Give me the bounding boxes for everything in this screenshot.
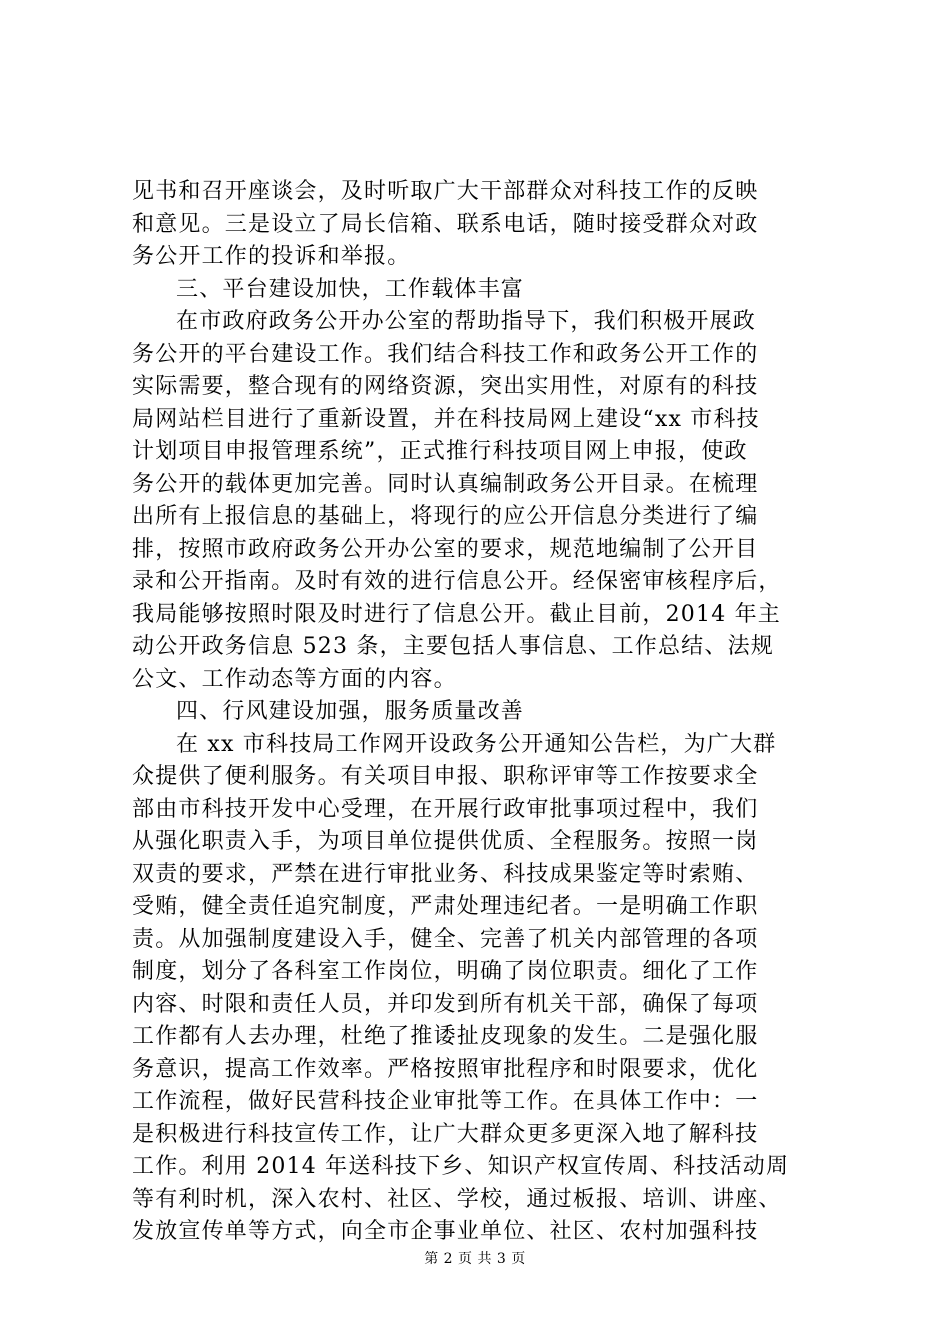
text-line: 和意见。三是设立了局长信箱、联系电话，随时接受群众对政 (132, 211, 759, 237)
text-line: 从强化职责入手，为项目单位提供优质、全程服务。按照一岗 (132, 829, 759, 854)
text-line: 是积极进行科技宣传工作，让广大群众更多更深入地了解科技 (132, 1121, 759, 1147)
text-line: 动公开政务信息 523 条，主要包括人事信息、工作总结、法规 (132, 634, 774, 659)
text-line: 内容、时限和责任人员，并印发到所有机关干部，确保了每项 (132, 991, 759, 1017)
text-line: 局网站栏目进行了重新设置，并在科技局网上建设“xx 市科技 (132, 406, 760, 432)
text-line: 务意识，提高工作效率。严格按照审批程序和时限要求，优化 (132, 1056, 759, 1082)
text-line: 受贿，健全责任追究制度，严肃处理违纪者。一是明确工作职 (132, 894, 759, 919)
page-footer: 第 2 页 共 3 页 (424, 1251, 526, 1267)
text-line: 工作都有人去办理，杜绝了推诿扯皮现象的发生。二是强化服 (132, 1024, 759, 1049)
text-line: 见书和召开座谈会，及时听取广大干部群众对科技工作的反映 (132, 179, 759, 204)
paragraph-start-line: 在 xx 市科技局工作网开设政务公开通知公告栏，为广大群 (176, 731, 777, 757)
text-line: 责。从加强制度建设入手，健全、完善了机关内部管理的各项 (132, 926, 759, 952)
text-line: 务公开的平台建设工作。我们结合科技工作和政务公开工作的 (132, 341, 759, 367)
section-heading: 三、平台建设加快，工作载体丰富 (176, 276, 525, 302)
text-line: 出所有上报信息的基础上，将现行的应公开信息分类进行了编 (132, 504, 759, 529)
text-line: 发放宣传单等方式，向全市企事业单位、社区、农村加强科技 (132, 1219, 759, 1244)
text-line: 工作。利用 2014 年送科技下乡、知识产权宣传周、科技活动周 (132, 1154, 790, 1179)
text-line: 录和公开指南。及时有效的进行信息公开。经保密审核程序后， (132, 569, 782, 594)
text-line: 工作流程，做好民营科技企业审批等工作。在具体工作中：一 (132, 1089, 759, 1114)
text-line: 制度，划分了各科室工作岗位，明确了岗位职责。细化了工作 (132, 959, 759, 984)
text-line: 部由市科技开发中心受理，在开展行政审批事项过程中，我们 (132, 796, 759, 822)
text-line: 我局能够按照时限及时进行了信息公开。截止目前，2014 年主 (132, 601, 781, 627)
text-line: 务公开的载体更加完善。同时认真编制政务公开目录。在梳理 (132, 471, 759, 497)
paragraph-start-line: 在市政府政务公开办公室的帮助指导下，我们积极开展政 (176, 309, 757, 334)
text-line: 等有利时机，深入农村、社区、学校，通过板报、培训、讲座、 (132, 1186, 782, 1212)
document-body (132, 176, 832, 1249)
text-line: 排，按照市政府政务公开办公室的要求，规范地编制了公开目 (132, 536, 759, 562)
text-line: 计划项目申报管理系统”，正式推行科技项目网上申报，使政 (132, 439, 748, 464)
text-line: 众提供了便利服务。有关项目申报、职称评审等工作按要求全 (132, 764, 759, 789)
text-line: 双责的要求，严禁在进行审批业务、科技成果鉴定等时索贿、 (132, 861, 759, 887)
text-line: 实际需要，整合现有的网络资源，突出实用性，对原有的科技 (132, 374, 759, 399)
text-line: 务公开工作的投诉和举报。 (132, 244, 411, 269)
section-heading: 四、行风建设加强，服务质量改善 (176, 699, 525, 724)
text-line: 公文、工作动态等方面的内容。 (132, 666, 457, 692)
